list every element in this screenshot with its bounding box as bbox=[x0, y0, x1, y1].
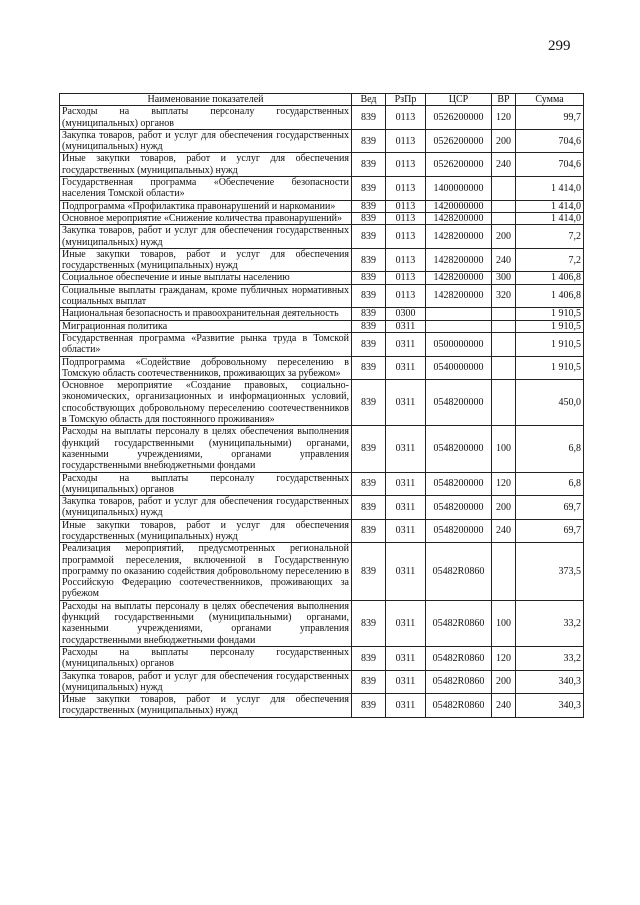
cell-vr: 120 bbox=[492, 106, 516, 130]
cell-vr: 240 bbox=[492, 248, 516, 272]
cell-vr: 200 bbox=[492, 670, 516, 694]
cell-rzpr: 0113 bbox=[386, 212, 426, 224]
cell-ved: 839 bbox=[352, 320, 386, 332]
table-header-row bbox=[60, 94, 584, 106]
cell-ved: 839 bbox=[352, 272, 386, 284]
cell-ved: 839 bbox=[352, 600, 386, 646]
cell-vr: 120 bbox=[492, 472, 516, 496]
cell-csr: 05482R0860 bbox=[426, 670, 492, 694]
cell-ved: 839 bbox=[352, 496, 386, 520]
cell-name: Расходы на выплаты персоналу государственных (муниципальных) органов bbox=[60, 646, 352, 670]
cell-rzpr: 0113 bbox=[386, 153, 426, 177]
cell-csr: 1428200000 bbox=[426, 225, 492, 249]
cell-name: Основное мероприятие «Снижение количества правонарушений» bbox=[60, 212, 352, 224]
cell-rzpr: 0311 bbox=[386, 646, 426, 670]
cell-csr: 1428200000 bbox=[426, 248, 492, 272]
cell-csr: 0526200000 bbox=[426, 106, 492, 130]
cell-rzpr: 0311 bbox=[386, 670, 426, 694]
table-row bbox=[60, 272, 584, 284]
cell-vr: 100 bbox=[492, 426, 516, 472]
cell-sum: 450,0 bbox=[516, 380, 584, 426]
cell-rzpr: 0311 bbox=[386, 426, 426, 472]
header-rzpr: РзПр bbox=[386, 94, 426, 106]
cell-ved: 839 bbox=[352, 200, 386, 212]
cell-csr bbox=[426, 320, 492, 332]
cell-rzpr: 0113 bbox=[386, 284, 426, 308]
cell-ved: 839 bbox=[352, 426, 386, 472]
cell-sum: 33,2 bbox=[516, 600, 584, 646]
cell-sum: 340,3 bbox=[516, 694, 584, 718]
cell-name: Национальная безопасность и правоохранительная деятельность bbox=[60, 308, 352, 320]
cell-csr: 05482R0860 bbox=[426, 646, 492, 670]
cell-ved: 839 bbox=[352, 472, 386, 496]
cell-sum: 99,7 bbox=[516, 106, 584, 130]
cell-vr: 240 bbox=[492, 694, 516, 718]
cell-sum: 7,2 bbox=[516, 225, 584, 249]
cell-vr bbox=[492, 332, 516, 356]
cell-sum: 1 910,5 bbox=[516, 356, 584, 380]
cell-name: Расходы на выплаты персоналу государственных (муниципальных) органов bbox=[60, 106, 352, 130]
header-csr: ЦСР bbox=[426, 94, 492, 106]
cell-sum: 704,6 bbox=[516, 129, 584, 153]
cell-sum: 373,5 bbox=[516, 543, 584, 600]
cell-name: Расходы на выплаты персоналу в целях обеспечения выполнения функций государственными (муниципальными) органами, казенными учреждениями, органами управления государственными внебюджетными фондами bbox=[60, 426, 352, 472]
cell-name: Закупка товаров, работ и услуг для обеспечения государственных (муниципальных) нужд bbox=[60, 225, 352, 249]
cell-ved: 839 bbox=[352, 248, 386, 272]
cell-rzpr: 0311 bbox=[386, 320, 426, 332]
cell-csr: 0540000000 bbox=[426, 356, 492, 380]
cell-rzpr: 0113 bbox=[386, 106, 426, 130]
cell-name: Миграционная политика bbox=[60, 320, 352, 332]
cell-vr bbox=[492, 200, 516, 212]
cell-sum: 1 910,5 bbox=[516, 308, 584, 320]
cell-csr: 0526200000 bbox=[426, 153, 492, 177]
cell-vr: 200 bbox=[492, 496, 516, 520]
header-sum: Сумма bbox=[516, 94, 584, 106]
table-row bbox=[60, 212, 584, 224]
cell-ved: 839 bbox=[352, 670, 386, 694]
cell-csr: 1428200000 bbox=[426, 284, 492, 308]
cell-csr: 1420000000 bbox=[426, 200, 492, 212]
table-row bbox=[60, 496, 584, 520]
cell-vr: 120 bbox=[492, 646, 516, 670]
cell-csr: 0548200000 bbox=[426, 496, 492, 520]
cell-name: Расходы на выплаты персоналу в целях обеспечения выполнения функций государственными (муниципальными) органами, казенными учреждениями, органами управления государственными внебюджетными фондами bbox=[60, 600, 352, 646]
table-row bbox=[60, 543, 584, 600]
cell-csr: 1428200000 bbox=[426, 212, 492, 224]
cell-rzpr: 0311 bbox=[386, 519, 426, 543]
cell-ved: 839 bbox=[352, 694, 386, 718]
cell-rzpr: 0113 bbox=[386, 200, 426, 212]
cell-ved: 839 bbox=[352, 225, 386, 249]
cell-sum: 33,2 bbox=[516, 646, 584, 670]
cell-ved: 839 bbox=[352, 332, 386, 356]
cell-ved: 839 bbox=[352, 106, 386, 130]
cell-vr: 100 bbox=[492, 600, 516, 646]
cell-rzpr: 0311 bbox=[386, 332, 426, 356]
cell-vr bbox=[492, 308, 516, 320]
cell-rzpr: 0311 bbox=[386, 694, 426, 718]
cell-sum: 1 910,5 bbox=[516, 332, 584, 356]
cell-rzpr: 0311 bbox=[386, 472, 426, 496]
cell-vr: 200 bbox=[492, 225, 516, 249]
cell-rzpr: 0300 bbox=[386, 308, 426, 320]
table-row bbox=[60, 472, 584, 496]
table-row bbox=[60, 694, 584, 718]
table-row bbox=[60, 248, 584, 272]
cell-ved: 839 bbox=[352, 308, 386, 320]
cell-csr: 0548200000 bbox=[426, 380, 492, 426]
table-row bbox=[60, 356, 584, 380]
cell-name: Государственная программа «Развитие рынка труда в Томской области» bbox=[60, 332, 352, 356]
header-vr: ВР bbox=[492, 94, 516, 106]
cell-sum: 69,7 bbox=[516, 519, 584, 543]
cell-rzpr: 0113 bbox=[386, 129, 426, 153]
table-row bbox=[60, 670, 584, 694]
table-row bbox=[60, 129, 584, 153]
cell-ved: 839 bbox=[352, 646, 386, 670]
cell-ved: 839 bbox=[352, 129, 386, 153]
cell-name: Подпрограмма «Содействие добровольному переселению в Томскую область соотечественников, проживающих за рубежом» bbox=[60, 356, 352, 380]
cell-rzpr: 0113 bbox=[386, 225, 426, 249]
cell-vr bbox=[492, 212, 516, 224]
cell-vr bbox=[492, 177, 516, 201]
table-row bbox=[60, 284, 584, 308]
table-row bbox=[60, 332, 584, 356]
cell-ved: 839 bbox=[352, 356, 386, 380]
cell-vr: 200 bbox=[492, 129, 516, 153]
cell-ved: 839 bbox=[352, 519, 386, 543]
cell-rzpr: 0311 bbox=[386, 600, 426, 646]
cell-sum: 1 910,5 bbox=[516, 320, 584, 332]
cell-name: Подпрограмма «Профилактика правонарушений и наркомании» bbox=[60, 200, 352, 212]
cell-rzpr: 0311 bbox=[386, 496, 426, 520]
cell-sum: 1 414,0 bbox=[516, 200, 584, 212]
table-row bbox=[60, 177, 584, 201]
cell-sum: 1 414,0 bbox=[516, 177, 584, 201]
cell-csr: 05482R0860 bbox=[426, 543, 492, 600]
cell-rzpr: 0311 bbox=[386, 356, 426, 380]
cell-sum: 1 406,8 bbox=[516, 272, 584, 284]
cell-rzpr: 0113 bbox=[386, 248, 426, 272]
header-ved: Вед bbox=[352, 94, 386, 106]
cell-csr: 0500000000 bbox=[426, 332, 492, 356]
header-name: Наименование показателей bbox=[60, 94, 352, 106]
table-row bbox=[60, 153, 584, 177]
cell-sum: 1 406,8 bbox=[516, 284, 584, 308]
cell-rzpr: 0113 bbox=[386, 177, 426, 201]
cell-name: Иные закупки товаров, работ и услуг для обеспечения государственных (муниципальных) нужд bbox=[60, 694, 352, 718]
table-row bbox=[60, 600, 584, 646]
cell-name: Расходы на выплаты персоналу государственных (муниципальных) органов bbox=[60, 472, 352, 496]
cell-csr: 1400000000 bbox=[426, 177, 492, 201]
cell-name: Закупка товаров, работ и услуг для обеспечения государственных (муниципальных) нужд bbox=[60, 670, 352, 694]
table-row bbox=[60, 380, 584, 426]
cell-name: Социальные выплаты гражданам, кроме публичных нормативных социальных выплат bbox=[60, 284, 352, 308]
cell-ved: 839 bbox=[352, 543, 386, 600]
cell-name: Социальное обеспечение и иные выплаты населению bbox=[60, 272, 352, 284]
table-row bbox=[60, 426, 584, 472]
cell-ved: 839 bbox=[352, 284, 386, 308]
cell-ved: 839 bbox=[352, 177, 386, 201]
cell-csr: 0548200000 bbox=[426, 472, 492, 496]
cell-sum: 69,7 bbox=[516, 496, 584, 520]
cell-csr: 0548200000 bbox=[426, 426, 492, 472]
cell-csr: 0548200000 bbox=[426, 519, 492, 543]
cell-vr bbox=[492, 543, 516, 600]
cell-csr: 05482R0860 bbox=[426, 694, 492, 718]
table-row bbox=[60, 106, 584, 130]
cell-vr: 240 bbox=[492, 153, 516, 177]
cell-name: Закупка товаров, работ и услуг для обеспечения государственных (муниципальных) нужд bbox=[60, 496, 352, 520]
cell-rzpr: 0113 bbox=[386, 272, 426, 284]
cell-vr bbox=[492, 380, 516, 426]
cell-ved: 839 bbox=[352, 380, 386, 426]
cell-name: Закупка товаров, работ и услуг для обеспечения государственных (муниципальных) нужд bbox=[60, 129, 352, 153]
cell-vr: 240 bbox=[492, 519, 516, 543]
table-row bbox=[60, 225, 584, 249]
cell-csr: 1428200000 bbox=[426, 272, 492, 284]
budget-table bbox=[59, 93, 584, 718]
cell-name: Иные закупки товаров, работ и услуг для обеспечения государственных (муниципальных) нужд bbox=[60, 153, 352, 177]
cell-sum: 6,8 bbox=[516, 472, 584, 496]
cell-name: Государственная программа «Обеспечение безопасности населения Томской области» bbox=[60, 177, 352, 201]
table-row bbox=[60, 519, 584, 543]
cell-csr bbox=[426, 308, 492, 320]
table-row bbox=[60, 200, 584, 212]
cell-csr: 05482R0860 bbox=[426, 600, 492, 646]
page-number: 299 bbox=[548, 38, 571, 54]
cell-sum: 6,8 bbox=[516, 426, 584, 472]
cell-name: Иные закупки товаров, работ и услуг для обеспечения государственных (муниципальных) нужд bbox=[60, 248, 352, 272]
cell-name: Основное мероприятие «Создание правовых, социально-экономических, организационных и информационных условий, способствующих добровольному переселению соотечественников в Томскую область для постоянного проживания» bbox=[60, 380, 352, 426]
cell-vr: 320 bbox=[492, 284, 516, 308]
cell-vr: 300 bbox=[492, 272, 516, 284]
cell-ved: 839 bbox=[352, 212, 386, 224]
cell-sum: 704,6 bbox=[516, 153, 584, 177]
table-row bbox=[60, 646, 584, 670]
cell-sum: 340,3 bbox=[516, 670, 584, 694]
cell-rzpr: 0311 bbox=[386, 543, 426, 600]
cell-csr: 0526200000 bbox=[426, 129, 492, 153]
cell-rzpr: 0311 bbox=[386, 380, 426, 426]
cell-vr bbox=[492, 320, 516, 332]
cell-sum: 1 414,0 bbox=[516, 212, 584, 224]
cell-ved: 839 bbox=[352, 153, 386, 177]
table-row bbox=[60, 320, 584, 332]
table-row bbox=[60, 308, 584, 320]
cell-name: Иные закупки товаров, работ и услуг для обеспечения государственных (муниципальных) нужд bbox=[60, 519, 352, 543]
cell-sum: 7,2 bbox=[516, 248, 584, 272]
cell-vr bbox=[492, 356, 516, 380]
cell-name: Реализация мероприятий, предусмотренных региональной программой переселения, включенной в Государственную программу по оказанию содействия добровольному переселению в Российскую Федерацию соотечественников, проживающих за рубежом bbox=[60, 543, 352, 600]
